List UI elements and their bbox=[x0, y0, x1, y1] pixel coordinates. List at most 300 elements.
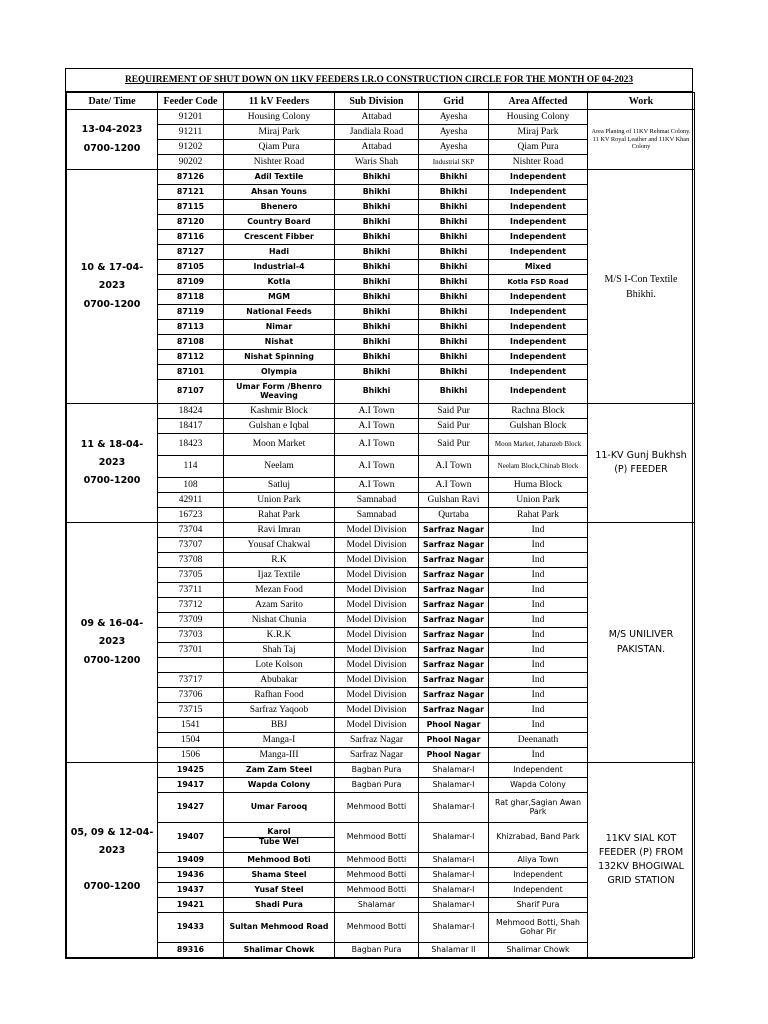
feeder-code: 19421 bbox=[176, 899, 205, 909]
feeder-code-cell bbox=[158, 365, 224, 380]
feeder-name-cell bbox=[224, 365, 335, 380]
feeder-name-cell bbox=[224, 125, 335, 140]
feeder-name-cell bbox=[224, 658, 335, 673]
feeder-name-cell bbox=[224, 913, 335, 943]
feeder-code-cell bbox=[158, 320, 224, 335]
area-affected-cell bbox=[489, 583, 588, 598]
feeder-code: 19425 bbox=[176, 764, 205, 774]
feeder-name-cell bbox=[224, 215, 335, 230]
feeder-code-cell bbox=[158, 688, 224, 703]
feeder-code: 91201 bbox=[178, 111, 203, 122]
sub-division-cell bbox=[335, 508, 419, 523]
grid: Qurtaba bbox=[438, 509, 469, 520]
feeder-code: 73707 bbox=[178, 539, 203, 550]
feeder-code-cell bbox=[158, 185, 224, 200]
shutdown-date: 13-04-2023 bbox=[81, 124, 143, 136]
feeder-code-cell bbox=[158, 778, 224, 793]
grid: Sarfraz Nagar bbox=[423, 614, 484, 624]
sub-division-cell bbox=[335, 335, 419, 350]
feeder-name-cell bbox=[224, 823, 335, 853]
feeder-code-cell bbox=[158, 673, 224, 688]
grid: Gulshan Ravi bbox=[427, 494, 480, 505]
table-row bbox=[67, 170, 695, 185]
feeder-code-cell bbox=[158, 628, 224, 643]
feeder-name-cell bbox=[224, 478, 335, 493]
feeder-code: 1541 bbox=[181, 719, 200, 730]
feeder-name: Abubakar bbox=[260, 674, 298, 685]
grid-cell bbox=[419, 688, 489, 703]
feeder-name: Karol bbox=[224, 828, 334, 838]
area-affected-cell bbox=[489, 943, 588, 958]
area-affected-cell bbox=[489, 538, 588, 553]
sub-division: Jandiala Road bbox=[349, 126, 404, 137]
sub-division-cell bbox=[335, 170, 419, 185]
grid: Bhikhi bbox=[439, 246, 468, 256]
grid-cell bbox=[419, 380, 489, 404]
grid: Sarfraz Nagar bbox=[423, 629, 484, 639]
area-affected: Gulshan Block bbox=[509, 420, 567, 431]
area-affected-cell bbox=[489, 703, 588, 718]
area-affected: Independent bbox=[510, 386, 566, 396]
work-cell bbox=[588, 110, 695, 170]
sub-division-cell bbox=[335, 793, 419, 823]
grid-cell bbox=[419, 643, 489, 658]
work-description: M/S I-Con Textile Bhikhi. bbox=[604, 273, 678, 300]
sub-division: A.I Town bbox=[358, 479, 395, 490]
grid-cell bbox=[419, 718, 489, 733]
area-affected-cell bbox=[489, 553, 588, 568]
grid: Ayesha bbox=[439, 126, 468, 137]
sub-division: Bagban Pura bbox=[351, 779, 402, 789]
grid: Shalamar-I bbox=[432, 922, 475, 932]
feeder-code: 73717 bbox=[178, 674, 203, 685]
shutdown-date: 05, 09 & 12-04-2023 bbox=[70, 826, 154, 856]
feeder-code: 87109 bbox=[176, 276, 205, 286]
feeder-name: Union Park bbox=[257, 494, 301, 505]
feeder-name-cell bbox=[224, 718, 335, 733]
shutdown-sheet bbox=[65, 68, 693, 959]
feeder-code: 87113 bbox=[176, 321, 205, 331]
shutdown-time: 0700-1200 bbox=[83, 298, 141, 310]
sub-division-cell bbox=[335, 748, 419, 763]
area-affected: Union Park bbox=[516, 494, 560, 505]
area-affected: Mehmood Botti, Shah Gohar Pir bbox=[496, 917, 580, 936]
grid-cell bbox=[419, 404, 489, 419]
sub-division-cell bbox=[335, 598, 419, 613]
area-affected: Independent bbox=[513, 764, 563, 774]
grid-cell bbox=[419, 335, 489, 350]
sub-division-cell bbox=[335, 943, 419, 958]
sub-division: Bhikhi bbox=[362, 246, 391, 256]
feeder-name-cell bbox=[224, 404, 335, 419]
header-sub-division: Sub Division bbox=[335, 93, 419, 110]
grid-cell bbox=[419, 583, 489, 598]
area-affected: Ind bbox=[531, 629, 545, 640]
feeder-name-cell bbox=[224, 613, 335, 628]
sub-division-cell bbox=[335, 350, 419, 365]
feeder-code-cell bbox=[158, 125, 224, 140]
feeder-code-cell bbox=[158, 568, 224, 583]
area-affected-cell bbox=[489, 508, 588, 523]
sub-division-cell bbox=[335, 478, 419, 493]
feeder-name-cell bbox=[224, 943, 335, 958]
grid: Shalamar-I bbox=[432, 869, 475, 879]
feeder-name: Ravi Imran bbox=[257, 524, 301, 535]
grid-cell bbox=[419, 913, 489, 943]
feeder-name-cell bbox=[224, 110, 335, 125]
area-affected-cell bbox=[489, 380, 588, 404]
sub-division: Bhikhi bbox=[362, 306, 391, 316]
grid: Sarfraz Nagar bbox=[423, 689, 484, 699]
area-affected-cell bbox=[489, 275, 588, 290]
feeder-name-cell bbox=[224, 538, 335, 553]
grid-cell bbox=[419, 673, 489, 688]
grid-cell bbox=[419, 230, 489, 245]
sub-division: Bhikhi bbox=[362, 291, 391, 301]
feeder-name: Lote Kolson bbox=[255, 659, 303, 670]
area-affected-cell bbox=[489, 913, 588, 943]
area-affected: Independent bbox=[510, 171, 566, 181]
sub-division: Mehmood Botti bbox=[346, 854, 407, 864]
sub-division-cell bbox=[335, 185, 419, 200]
feeder-name: Nishat Spinning bbox=[244, 351, 314, 361]
sub-division: Samnabad bbox=[356, 494, 397, 505]
area-affected-cell bbox=[489, 763, 588, 778]
grid-cell bbox=[419, 778, 489, 793]
feeder-name: Ijaz Textile bbox=[257, 569, 301, 580]
feeder-name: K.R.K bbox=[266, 629, 292, 640]
sub-division: Model Division bbox=[346, 539, 407, 550]
sub-division-cell bbox=[335, 215, 419, 230]
feeder-code: 1506 bbox=[181, 749, 200, 760]
area-affected-cell bbox=[489, 125, 588, 140]
feeder-name-cell bbox=[224, 230, 335, 245]
area-affected-cell bbox=[489, 898, 588, 913]
feeder-name-cell bbox=[224, 185, 335, 200]
feeder-name: Qiam Pura bbox=[258, 141, 300, 152]
sub-division-cell bbox=[335, 125, 419, 140]
feeder-code: 1504 bbox=[181, 734, 200, 745]
feeder-name-cell bbox=[224, 305, 335, 320]
grid-cell bbox=[419, 320, 489, 335]
sub-division: Model Division bbox=[346, 524, 407, 535]
grid: Industrial SKP bbox=[432, 157, 475, 166]
grid-cell bbox=[419, 943, 489, 958]
feeder-name-cell bbox=[224, 778, 335, 793]
sub-division-cell bbox=[335, 913, 419, 943]
feeder-code-cell bbox=[158, 763, 224, 778]
feeder-name-cell bbox=[224, 493, 335, 508]
feeder-code: 73715 bbox=[178, 704, 203, 715]
area-affected-cell bbox=[489, 434, 588, 456]
grid-cell bbox=[419, 763, 489, 778]
feeder-code: 19436 bbox=[176, 869, 205, 879]
sub-division-cell bbox=[335, 434, 419, 456]
area-affected-cell bbox=[489, 628, 588, 643]
grid: Sarfraz Nagar bbox=[423, 524, 484, 534]
sub-division: Model Division bbox=[346, 554, 407, 565]
grid: Ayesha bbox=[439, 111, 468, 122]
feeder-code: 87107 bbox=[176, 386, 205, 396]
feeder-name: BBJ bbox=[270, 719, 288, 730]
area-affected: Rahat Park bbox=[517, 509, 559, 520]
area-affected: Ind bbox=[531, 749, 545, 760]
area-affected-cell bbox=[489, 305, 588, 320]
grid: Bhikhi bbox=[439, 291, 468, 301]
feeder-name-cell bbox=[224, 350, 335, 365]
feeder-code: 87116 bbox=[176, 231, 205, 241]
area-affected-cell bbox=[489, 170, 588, 185]
feeder-name: Shalimar Chowk bbox=[243, 944, 315, 954]
feeder-code: 73704 bbox=[178, 524, 203, 535]
grid: Phool Nagar bbox=[426, 749, 481, 759]
feeder-name: Country Board bbox=[247, 216, 311, 226]
grid: Sarfraz Nagar bbox=[423, 644, 484, 654]
area-affected-cell bbox=[489, 823, 588, 853]
area-affected-cell bbox=[489, 478, 588, 493]
feeder-name: Zam Zam Steel bbox=[245, 764, 313, 774]
feeder-code-cell bbox=[158, 658, 224, 673]
area-affected-cell bbox=[489, 493, 588, 508]
feeder-name-cell bbox=[224, 898, 335, 913]
sub-division: Bagban Pura bbox=[351, 944, 402, 954]
area-affected-cell bbox=[489, 733, 588, 748]
grid-cell bbox=[419, 200, 489, 215]
sub-division-cell bbox=[335, 230, 419, 245]
feeder-code: 87127 bbox=[176, 246, 205, 256]
sub-division: Waris Shah bbox=[354, 156, 399, 167]
table-row bbox=[67, 763, 695, 778]
feeder-code: 16723 bbox=[178, 509, 203, 520]
grid: A.I Town bbox=[435, 461, 472, 472]
area-affected-cell bbox=[489, 350, 588, 365]
shutdown-time: 0700-1200 bbox=[83, 881, 141, 893]
grid-cell bbox=[419, 748, 489, 763]
feeder-code-cell bbox=[158, 110, 224, 125]
date-time-cell bbox=[67, 523, 158, 763]
feeder-name-cell bbox=[224, 688, 335, 703]
feeder-name-cell bbox=[224, 419, 335, 434]
grid-cell bbox=[419, 703, 489, 718]
feeder-code: 87115 bbox=[176, 201, 205, 211]
grid: Shalamar-I bbox=[432, 802, 475, 812]
sub-division-cell bbox=[335, 320, 419, 335]
grid: Said Pur bbox=[437, 405, 470, 416]
feeder-code: 87120 bbox=[176, 216, 205, 226]
area-affected-cell bbox=[489, 778, 588, 793]
grid: Shalamar-I bbox=[432, 854, 475, 864]
area-affected-cell bbox=[489, 335, 588, 350]
feeder-name-cell bbox=[224, 583, 335, 598]
sub-division-cell bbox=[335, 245, 419, 260]
area-affected-cell bbox=[489, 155, 588, 170]
grid-cell bbox=[419, 898, 489, 913]
feeder-name: Crescent Fibber bbox=[244, 231, 314, 241]
grid: Bhikhi bbox=[439, 306, 468, 316]
grid-cell bbox=[419, 305, 489, 320]
grid-cell bbox=[419, 733, 489, 748]
feeder-code: 91202 bbox=[178, 141, 203, 152]
feeder-name-secondary: Tube Wel bbox=[259, 837, 299, 846]
grid: Sarfraz Nagar bbox=[423, 659, 484, 669]
grid-cell bbox=[419, 883, 489, 898]
feeder-name: Nishter Road bbox=[253, 156, 305, 167]
feeder-code-cell bbox=[158, 883, 224, 898]
grid: Said Pur bbox=[437, 420, 470, 431]
grid-cell bbox=[419, 419, 489, 434]
feeder-code-cell bbox=[158, 868, 224, 883]
sub-division-cell bbox=[335, 583, 419, 598]
feeder-code-cell bbox=[158, 200, 224, 215]
feeder-code-cell bbox=[158, 583, 224, 598]
feeder-code: 19407 bbox=[176, 832, 205, 842]
header-feeders: 11 kV Feeders bbox=[224, 93, 335, 110]
sub-division-cell bbox=[335, 493, 419, 508]
feeder-name-cell bbox=[224, 643, 335, 658]
area-affected: Deenanath bbox=[517, 734, 559, 745]
grid: Shalamar-I bbox=[432, 899, 475, 909]
feeder-code-cell bbox=[158, 290, 224, 305]
sub-division: Bagban Pura bbox=[351, 764, 402, 774]
sub-division: Bhikhi bbox=[362, 351, 391, 361]
feeder-code-cell bbox=[158, 898, 224, 913]
area-affected: Independent bbox=[510, 351, 566, 361]
feeder-code: 87105 bbox=[176, 261, 205, 271]
grid-cell bbox=[419, 456, 489, 478]
area-affected: Ind bbox=[531, 704, 545, 715]
area-affected-cell bbox=[489, 456, 588, 478]
header-area-affected: Area Affected bbox=[489, 93, 588, 110]
area-affected-cell bbox=[489, 419, 588, 434]
area-affected: Ind bbox=[531, 584, 545, 595]
area-affected: Ind bbox=[531, 599, 545, 610]
sub-division: Attabad bbox=[361, 111, 392, 122]
sub-division: Model Division bbox=[346, 569, 407, 580]
sub-division: Mehmood Botti bbox=[346, 832, 407, 842]
work-description: 11KV SIAL KOT FEEDER (P) FROM 132KV BHOGIWAL GRID STATION bbox=[598, 832, 684, 887]
feeder-code-cell bbox=[158, 230, 224, 245]
grid: Bhikhi bbox=[439, 351, 468, 361]
header-date-time: Date/ Time bbox=[67, 93, 158, 110]
area-affected-cell bbox=[489, 215, 588, 230]
grid: Bhikhi bbox=[439, 216, 468, 226]
sub-division-cell bbox=[335, 763, 419, 778]
table-row bbox=[67, 110, 695, 125]
sub-division-cell bbox=[335, 703, 419, 718]
feeder-code-cell bbox=[158, 380, 224, 404]
sub-division: Model Division bbox=[346, 614, 407, 625]
feeder-code: 87101 bbox=[176, 366, 205, 376]
feeder-name: Ahsan Youns bbox=[251, 186, 307, 196]
grid: Bhikhi bbox=[439, 366, 468, 376]
grid-cell bbox=[419, 478, 489, 493]
feeder-code: 18423 bbox=[178, 439, 203, 450]
feeder-name-cell bbox=[224, 380, 335, 404]
sub-division-cell bbox=[335, 523, 419, 538]
feeder-code: 19437 bbox=[176, 884, 205, 894]
shutdown-time: 0700-1200 bbox=[83, 654, 141, 666]
grid: Sarfraz Nagar bbox=[423, 554, 484, 564]
feeder-code: 87126 bbox=[176, 171, 205, 181]
feeder-name-cell bbox=[224, 260, 335, 275]
sub-division: Bhikhi bbox=[362, 216, 391, 226]
sub-division-cell bbox=[335, 898, 419, 913]
grid: A.I Town bbox=[435, 479, 472, 490]
grid: Shalamar-I bbox=[432, 884, 475, 894]
feeder-name: R.K bbox=[271, 554, 287, 565]
shutdown-date: 09 & 16-04-2023 bbox=[80, 618, 144, 648]
feeder-code: 90202 bbox=[178, 156, 203, 167]
sub-division-cell bbox=[335, 110, 419, 125]
feeder-code-cell bbox=[158, 508, 224, 523]
feeder-code-cell bbox=[158, 155, 224, 170]
feeder-code-cell bbox=[158, 643, 224, 658]
feeder-name: Neelam bbox=[264, 461, 294, 472]
sub-division: Bhikhi bbox=[362, 201, 391, 211]
area-affected-cell bbox=[489, 185, 588, 200]
area-affected: Independent bbox=[510, 321, 566, 331]
feeder-name: Hadi bbox=[268, 246, 290, 256]
grid-cell bbox=[419, 568, 489, 583]
feeder-name: Manga-III bbox=[259, 749, 299, 760]
grid-cell bbox=[419, 613, 489, 628]
sub-division-cell bbox=[335, 365, 419, 380]
feeder-name-cell bbox=[224, 793, 335, 823]
sub-division-cell bbox=[335, 140, 419, 155]
table-row bbox=[67, 523, 695, 538]
area-affected: Ind bbox=[531, 689, 545, 700]
feeder-code: 73701 bbox=[178, 644, 203, 655]
area-affected-cell bbox=[489, 200, 588, 215]
sub-division: Bhikhi bbox=[362, 321, 391, 331]
sub-division-cell bbox=[335, 643, 419, 658]
sub-division: A.I Town bbox=[358, 405, 395, 416]
grid-cell bbox=[419, 110, 489, 125]
feeder-name: Satluj bbox=[267, 479, 291, 490]
grid-cell bbox=[419, 170, 489, 185]
sub-division: Sarfraz Nagar bbox=[349, 749, 403, 760]
feeder-code-cell bbox=[158, 350, 224, 365]
grid-cell bbox=[419, 125, 489, 140]
feeder-name: Wapda Colony bbox=[247, 779, 311, 789]
date-time-cell bbox=[67, 170, 158, 404]
sub-division-cell bbox=[335, 688, 419, 703]
feeder-name-cell bbox=[224, 523, 335, 538]
feeder-code-cell bbox=[158, 170, 224, 185]
feeder-code-cell bbox=[158, 853, 224, 868]
grid: Shalamar-I bbox=[432, 832, 475, 842]
area-affected: Independent bbox=[513, 884, 563, 894]
feeder-code-cell bbox=[158, 245, 224, 260]
feeder-name: Azam Sarito bbox=[255, 599, 303, 610]
area-affected-cell bbox=[489, 140, 588, 155]
feeder-name: Moon Market bbox=[252, 439, 306, 450]
area-affected: Housing Colony bbox=[506, 111, 570, 122]
sub-division-cell bbox=[335, 673, 419, 688]
feeder-code: 73712 bbox=[178, 599, 203, 610]
feeder-name: Nishat Chunia bbox=[251, 614, 307, 625]
area-affected: Nishter Road bbox=[512, 156, 564, 167]
area-affected: Miraj Park bbox=[517, 126, 559, 137]
area-affected-cell bbox=[489, 688, 588, 703]
grid: Shalamar II bbox=[431, 944, 476, 954]
grid-cell bbox=[419, 523, 489, 538]
grid-cell bbox=[419, 140, 489, 155]
sub-division-cell bbox=[335, 718, 419, 733]
feeder-code-cell bbox=[158, 523, 224, 538]
feeder-name: Kashmir Block bbox=[250, 405, 308, 416]
area-affected: Ind bbox=[531, 569, 545, 580]
